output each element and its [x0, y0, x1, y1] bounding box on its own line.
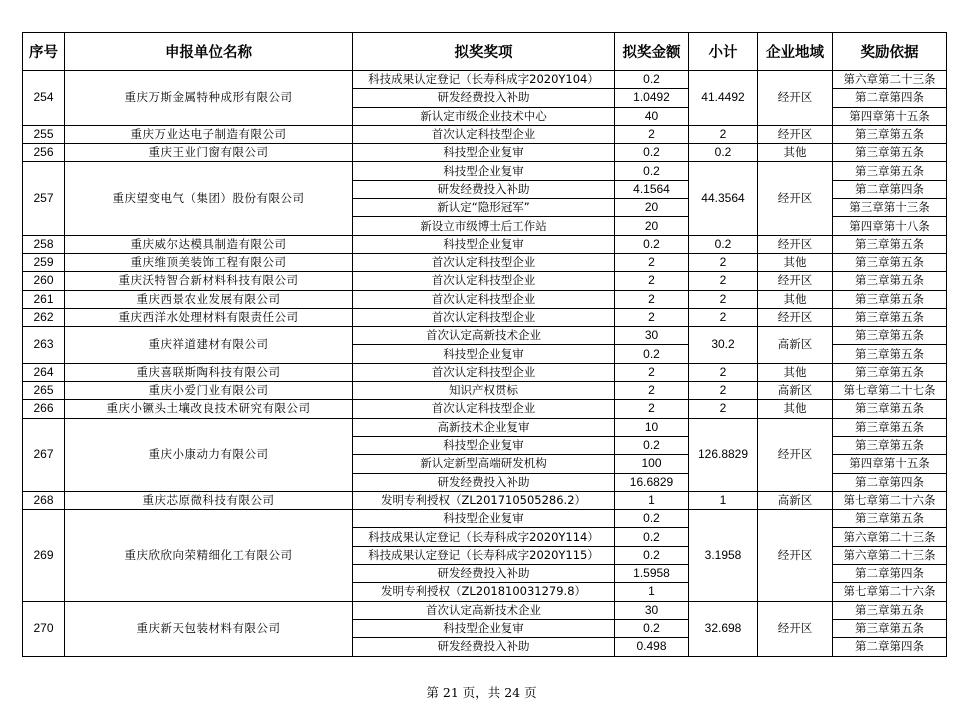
- basis-cell: 第六章第二十三条: [833, 528, 947, 546]
- region-cell: 经开区: [758, 272, 833, 290]
- award-cell: 科技型企业复审: [353, 144, 615, 162]
- seq-cell: 265: [23, 382, 65, 400]
- amount-cell: 0.2: [615, 546, 689, 564]
- award-cell: 首次认定科技型企业: [353, 363, 615, 381]
- seq-cell: 259: [23, 253, 65, 271]
- amount-cell: 2: [615, 363, 689, 381]
- award-cell: 科技型企业复审: [353, 345, 615, 363]
- basis-cell: 第三章第五条: [833, 290, 947, 308]
- subtotal-cell: 2: [689, 308, 758, 326]
- amount-cell: 1.5958: [615, 565, 689, 583]
- basis-cell: 第三章第五条: [833, 272, 947, 290]
- basis-cell: 第二章第四条: [833, 89, 947, 107]
- subtotal-cell: 2: [689, 290, 758, 308]
- region-cell: 其他: [758, 253, 833, 271]
- amount-cell: 30: [615, 327, 689, 345]
- award-cell: 科技型企业复审: [353, 619, 615, 637]
- award-cell: 研发经费投入补助: [353, 565, 615, 583]
- award-cell: 研发经费投入补助: [353, 638, 615, 656]
- table-body: [23, 71, 947, 657]
- award-cell: 首次认定高新技术企业: [353, 601, 615, 619]
- amount-cell: 1.0492: [615, 89, 689, 107]
- region-cell: 经开区: [758, 601, 833, 656]
- award-cell: 新认定市级企业技术中心: [353, 107, 615, 125]
- subtotal-cell: 32.698: [689, 601, 758, 656]
- basis-cell: 第三章第五条: [833, 345, 947, 363]
- award-cell: 科技成果认定登记（长寿科成字2020Y104）: [353, 71, 615, 89]
- seq-cell: 262: [23, 308, 65, 326]
- award-cell: 首次认定科技型企业: [353, 253, 615, 271]
- amount-cell: 0.498: [615, 638, 689, 656]
- company-cell: 重庆小康动力有限公司: [65, 418, 353, 491]
- basis-cell: 第三章第十三条: [833, 199, 947, 217]
- basis-cell: 第三章第五条: [833, 144, 947, 162]
- award-cell: 科技成果认定登记（长寿科成字2020Y115）: [353, 546, 615, 564]
- award-cell: 首次认定科技型企业: [353, 290, 615, 308]
- header-amount: 拟奖金额: [615, 33, 689, 71]
- seq-cell: 267: [23, 418, 65, 491]
- amount-cell: 20: [615, 199, 689, 217]
- basis-cell: 第三章第五条: [833, 125, 947, 143]
- table-row: [23, 308, 947, 326]
- subtotal-cell: 3.1958: [689, 510, 758, 601]
- company-cell: 重庆王业门窗有限公司: [65, 144, 353, 162]
- company-cell: 重庆万业达电子制造有限公司: [65, 125, 353, 143]
- header-row: [23, 33, 947, 71]
- basis-cell: 第四章第十五条: [833, 107, 947, 125]
- region-cell: 经开区: [758, 308, 833, 326]
- subtotal-cell: 0.2: [689, 235, 758, 253]
- subtotal-cell: 2: [689, 363, 758, 381]
- subtotal-cell: 44.3564: [689, 162, 758, 235]
- basis-cell: 第二章第四条: [833, 473, 947, 491]
- region-cell: 其他: [758, 144, 833, 162]
- seq-cell: 263: [23, 327, 65, 364]
- region-cell: 经开区: [758, 162, 833, 235]
- seq-cell: 254: [23, 71, 65, 126]
- region-cell: 高新区: [758, 491, 833, 509]
- table-row: [23, 125, 947, 143]
- amount-cell: 0.2: [615, 528, 689, 546]
- subtotal-cell: 2: [689, 253, 758, 271]
- region-cell: 经开区: [758, 235, 833, 253]
- basis-cell: 第七章第二十六条: [833, 583, 947, 601]
- region-cell: 高新区: [758, 382, 833, 400]
- seq-cell: 260: [23, 272, 65, 290]
- table-row: [23, 382, 947, 400]
- company-cell: 重庆沃特智合新材料科技有限公司: [65, 272, 353, 290]
- subtotal-cell: 0.2: [689, 144, 758, 162]
- company-cell: 重庆维顶美装饰工程有限公司: [65, 253, 353, 271]
- company-cell: 重庆新天包装材料有限公司: [65, 601, 353, 656]
- table-row: [23, 253, 947, 271]
- seq-cell: 264: [23, 363, 65, 381]
- award-cell: 新认定“隐形冠军”: [353, 199, 615, 217]
- seq-cell: 269: [23, 510, 65, 601]
- seq-cell: 268: [23, 491, 65, 509]
- subtotal-cell: 126.8829: [689, 418, 758, 491]
- basis-cell: 第三章第五条: [833, 418, 947, 436]
- award-cell: 高新技术企业复审: [353, 418, 615, 436]
- basis-cell: 第四章第十五条: [833, 455, 947, 473]
- region-cell: 经开区: [758, 418, 833, 491]
- award-cell: 首次认定科技型企业: [353, 400, 615, 418]
- header-award: 拟奖奖项: [353, 33, 615, 71]
- region-cell: 其他: [758, 363, 833, 381]
- amount-cell: 2: [615, 400, 689, 418]
- subtotal-cell: 2: [689, 272, 758, 290]
- table-row: [23, 71, 947, 89]
- basis-cell: 第六章第二十三条: [833, 71, 947, 89]
- table-row: [23, 144, 947, 162]
- region-cell: 经开区: [758, 510, 833, 601]
- basis-cell: 第七章第二十六条: [833, 491, 947, 509]
- award-cell: 科技型企业复审: [353, 235, 615, 253]
- amount-cell: 2: [615, 253, 689, 271]
- award-table: [22, 32, 947, 657]
- amount-cell: 16.6829: [615, 473, 689, 491]
- award-cell: 知识产权贯标: [353, 382, 615, 400]
- header-region: 企业地域: [758, 33, 833, 71]
- region-cell: 经开区: [758, 71, 833, 126]
- table-row: [23, 418, 947, 436]
- subtotal-cell: 2: [689, 382, 758, 400]
- page-footer: 第 21 页，共 24 页: [426, 685, 537, 700]
- basis-cell: 第三章第五条: [833, 253, 947, 271]
- table-row: [23, 235, 947, 253]
- award-cell: 科技型企业复审: [353, 162, 615, 180]
- amount-cell: 2: [615, 382, 689, 400]
- seq-cell: 256: [23, 144, 65, 162]
- company-cell: 重庆万斯金属特种成形有限公司: [65, 71, 353, 126]
- amount-cell: 1: [615, 491, 689, 509]
- subtotal-cell: 30.2: [689, 327, 758, 364]
- amount-cell: 2: [615, 308, 689, 326]
- basis-cell: 第四章第十八条: [833, 217, 947, 235]
- award-cell: 研发经费投入补助: [353, 180, 615, 198]
- award-cell: 首次认定科技型企业: [353, 272, 615, 290]
- table-row: [23, 272, 947, 290]
- award-cell: 科技型企业复审: [353, 436, 615, 454]
- seq-cell: 257: [23, 162, 65, 235]
- basis-cell: 第二章第四条: [833, 180, 947, 198]
- basis-cell: 第七章第二十七条: [833, 382, 947, 400]
- basis-cell: 第三章第五条: [833, 162, 947, 180]
- award-cell: 新设立市级博士后工作站: [353, 217, 615, 235]
- amount-cell: 0.2: [615, 619, 689, 637]
- company-cell: 重庆小爱门业有限公司: [65, 382, 353, 400]
- company-cell: 重庆威尔达模具制造有限公司: [65, 235, 353, 253]
- basis-cell: 第三章第五条: [833, 436, 947, 454]
- seq-cell: 266: [23, 400, 65, 418]
- amount-cell: 30: [615, 601, 689, 619]
- seq-cell: 270: [23, 601, 65, 656]
- amount-cell: 100: [615, 455, 689, 473]
- header-seq: 序号: [23, 33, 65, 71]
- seq-cell: 258: [23, 235, 65, 253]
- table-row: [23, 491, 947, 509]
- amount-cell: 0.2: [615, 235, 689, 253]
- basis-cell: 第六章第二十三条: [833, 546, 947, 564]
- subtotal-cell: 41.4492: [689, 71, 758, 126]
- basis-cell: 第三章第五条: [833, 510, 947, 528]
- company-cell: 重庆喜联斯陶科技有限公司: [65, 363, 353, 381]
- award-cell: 科技成果认定登记（长寿科成字2020Y114）: [353, 528, 615, 546]
- company-cell: 重庆芯原微科技有限公司: [65, 491, 353, 509]
- basis-cell: 第三章第五条: [833, 601, 947, 619]
- company-cell: 重庆小镢头土壤改良技术研究有限公司: [65, 400, 353, 418]
- amount-cell: 0.2: [615, 71, 689, 89]
- amount-cell: 10: [615, 418, 689, 436]
- basis-cell: 第三章第五条: [833, 235, 947, 253]
- company-cell: 重庆望变电气（集团）股份有限公司: [65, 162, 353, 235]
- table-row: [23, 290, 947, 308]
- amount-cell: 0.2: [615, 510, 689, 528]
- table-row: [23, 162, 947, 180]
- award-cell: 研发经费投入补助: [353, 89, 615, 107]
- subtotal-cell: 2: [689, 125, 758, 143]
- company-cell: 重庆西洋水处理材料有限责任公司: [65, 308, 353, 326]
- amount-cell: 1: [615, 583, 689, 601]
- amount-cell: 2: [615, 272, 689, 290]
- header-basis: 奖励依据: [833, 33, 947, 71]
- amount-cell: 0.2: [615, 436, 689, 454]
- amount-cell: 0.2: [615, 144, 689, 162]
- basis-cell: 第二章第四条: [833, 638, 947, 656]
- amount-cell: 0.2: [615, 345, 689, 363]
- award-cell: 发明专利授权（ZL201710505286.2）: [353, 491, 615, 509]
- award-cell: 首次认定高新技术企业: [353, 327, 615, 345]
- region-cell: 高新区: [758, 327, 833, 364]
- header-company: 申报单位名称: [65, 33, 353, 71]
- amount-cell: 40: [615, 107, 689, 125]
- award-cell: 科技型企业复审: [353, 510, 615, 528]
- award-cell: 发明专利授权（ZL201810031279.8）: [353, 583, 615, 601]
- company-cell: 重庆欣欣向荣精细化工有限公司: [65, 510, 353, 601]
- award-cell: 首次认定科技型企业: [353, 308, 615, 326]
- amount-cell: 2: [615, 125, 689, 143]
- amount-cell: 0.2: [615, 162, 689, 180]
- basis-cell: 第三章第五条: [833, 327, 947, 345]
- subtotal-cell: 1: [689, 491, 758, 509]
- company-cell: 重庆西景农业发展有限公司: [65, 290, 353, 308]
- basis-cell: 第三章第五条: [833, 363, 947, 381]
- header-subtotal: 小计: [689, 33, 758, 71]
- basis-cell: 第三章第五条: [833, 400, 947, 418]
- amount-cell: 20: [615, 217, 689, 235]
- region-cell: 其他: [758, 400, 833, 418]
- table-row: [23, 363, 947, 381]
- table-row: [23, 510, 947, 528]
- amount-cell: 2: [615, 290, 689, 308]
- basis-cell: 第三章第五条: [833, 619, 947, 637]
- table-row: [23, 327, 947, 345]
- company-cell: 重庆祥道建材有限公司: [65, 327, 353, 364]
- award-cell: 研发经费投入补助: [353, 473, 615, 491]
- basis-cell: 第二章第四条: [833, 565, 947, 583]
- subtotal-cell: 2: [689, 400, 758, 418]
- seq-cell: 255: [23, 125, 65, 143]
- award-cell: 新认定新型高端研发机构: [353, 455, 615, 473]
- amount-cell: 4.1564: [615, 180, 689, 198]
- region-cell: 经开区: [758, 125, 833, 143]
- table-row: [23, 601, 947, 619]
- basis-cell: 第三章第五条: [833, 308, 947, 326]
- seq-cell: 261: [23, 290, 65, 308]
- award-cell: 首次认定科技型企业: [353, 125, 615, 143]
- table-row: [23, 400, 947, 418]
- region-cell: 其他: [758, 290, 833, 308]
